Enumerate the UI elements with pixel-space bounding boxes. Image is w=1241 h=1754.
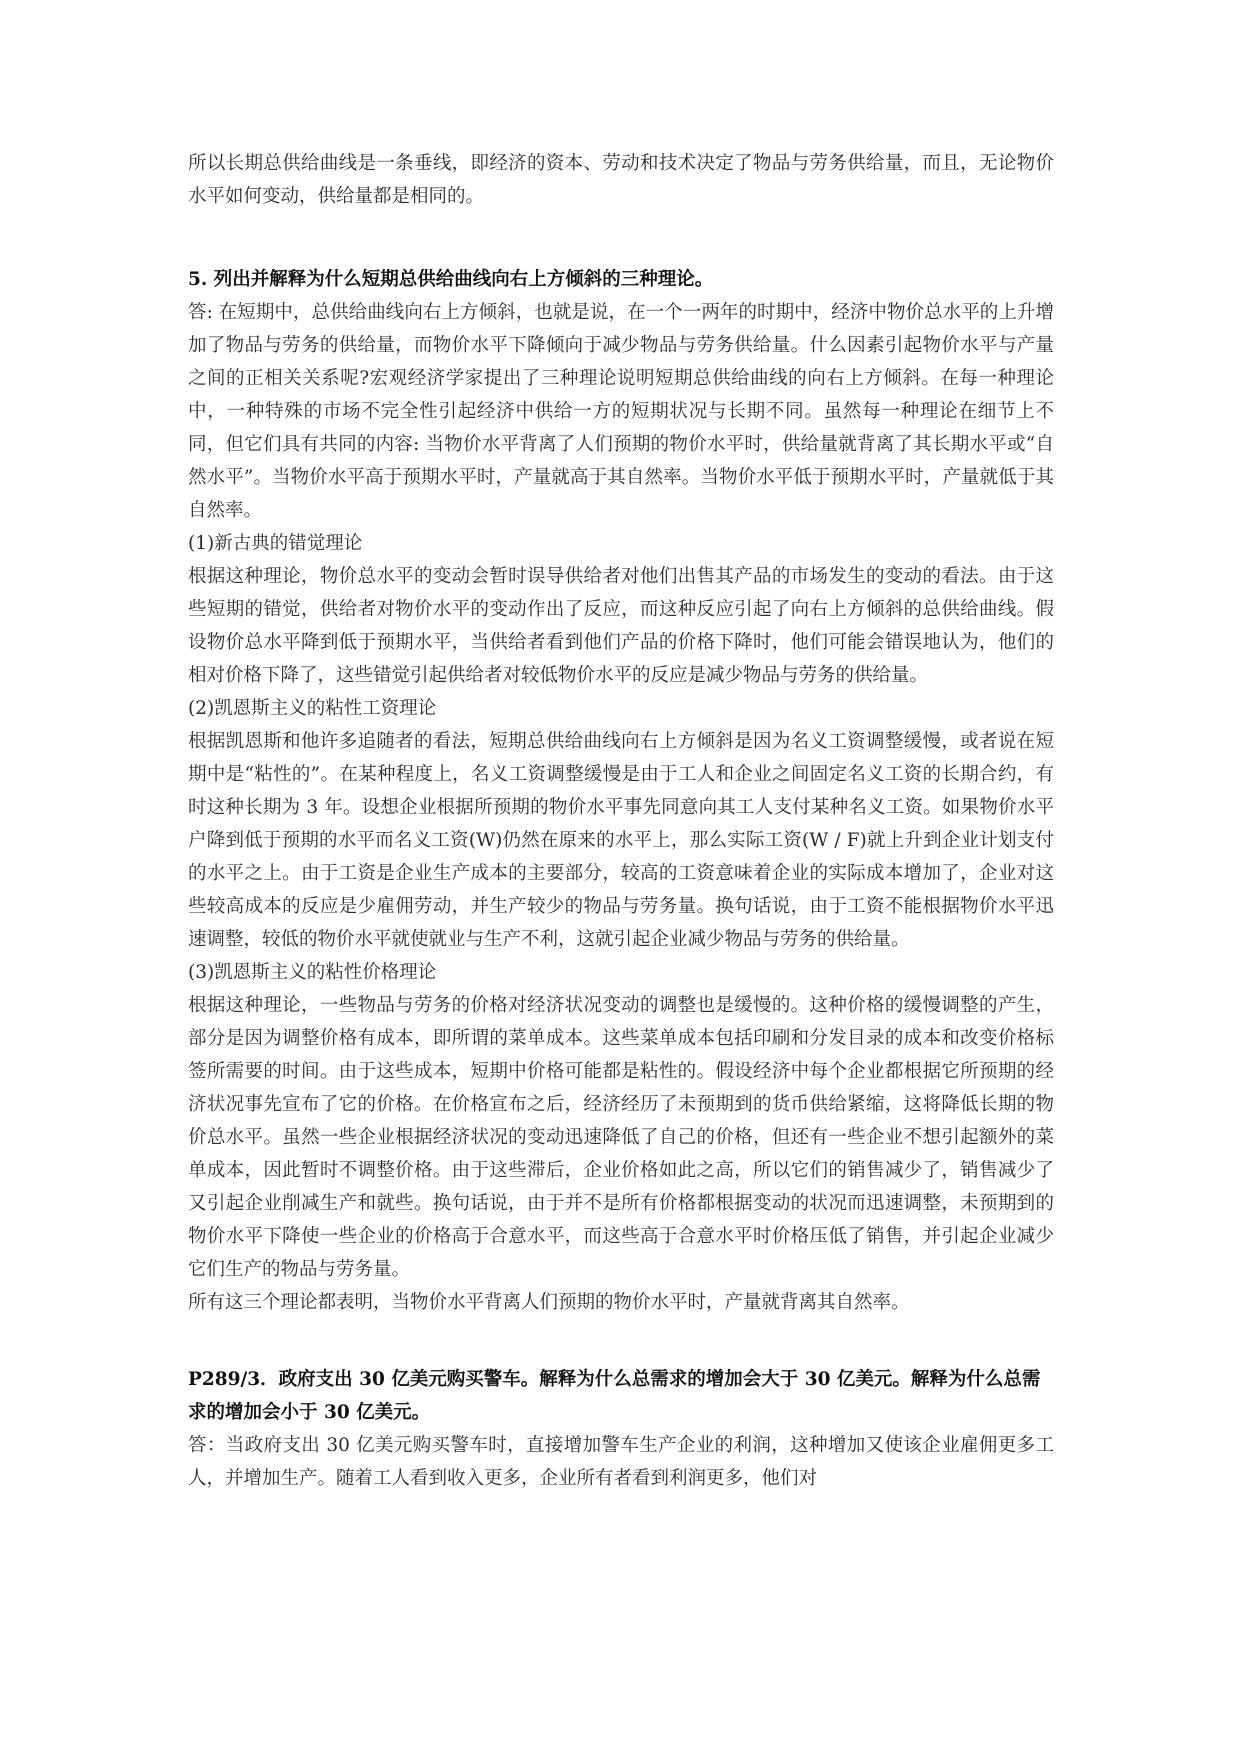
theory-1-text: 根据这种理论，物价总水平的变动会暂时误导供给者对他们出售其产品的市场发生的变动的看法。由于这些短期的错觉，供给者对物价水平的变动作出了反应，而这种反应引起了向右上方倾斜的总供给曲线。假设物价总水平降到低于预期水平，当供给者看到他们产品的价格下降时，他们可能会错误地认为，他们的相对价格下降了，这些错觉引起供给者对较低物价水平的反应是减少物品与劳务的供给量。 bbox=[188, 566, 1054, 686]
section-spacer bbox=[188, 1319, 1054, 1363]
theory-2-title: (2)凯恩斯主义的粘性工资理论 bbox=[188, 698, 437, 719]
theory-3-text: 根据这种理论，一些物品与劳务的价格对经济状况变动的调整也是缓慢的。这种价格的缓慢调整的产生，部分是因为调整价格有成本，即所谓的菜单成本。这些菜单成本包括印刷和分发目录的成本和改变价格标签所需要的时间。由于这些成本，短期中价格可能都是粘性的。假设经济中每个企业都根据它所预期的经济状况事先宣布了它的价格。在价格宣布之后，经济经历了未预期到的货币供给紧缩，这将降低长期的物价总水平。虽然一些企业根据经济状况的变动迅速降低了自己的价格，但还有一些企业不想引起额外的菜单成本，因此暂时不调整价格。由于这些滞后，企业价格如此之高，所以它们的销售减少了，销售减少了又引起企业削减生产和就些。换句话说，由于并不是所有价格都根据变动的状况而迅速调整，未预期到的物价水平下降使一些企业的价格高于合意水平，而这些高于合意水平时价格压低了销售，并引起企业减少它们生产的物品与劳务量。 bbox=[188, 995, 1054, 1280]
intro-paragraph: 所以长期总供给曲线是一条垂线，即经济的资本、劳动和技术决定了物品与劳务供给量，而且，无论物价水平如何变动，供给量都是相同的。 bbox=[188, 153, 1054, 207]
p289-question-heading: P289/3．政府支出 30 亿美元购买警车。解释为什么总需求的增加会大于 30 亿美元。解释为什么总需求的增加会小于 30 亿美元。 bbox=[188, 1369, 1041, 1423]
question-5-answer: 答: 在短期中，总供给曲线向右上方倾斜，也就是说，在一个一两年的时期中，经济中物价总水平的上升增加了物品与劳务的供给量，而物价水平下降倾向于减少物品与劳务供给量。什么因素引起物价水平与产量之间的正相关关系呢?宏观经济学家提出了三种理论说明短期总供给曲线的向右上方倾斜。在每一种理论中，一种特殊的市场不完全性引起经济中供给一方的短期状况与长期不同。虽然每一种理论在细节上不同，但它们具有共同的内容: 当物价水平背离了人们预期的物价水平时，供给量就背离了其长期水平或“自然水平”。当物价水平高于预期水平时，产量就高于其自然率。当物价水平低于预期水平时，产量就低于其自然率。 bbox=[188, 302, 1054, 521]
question-5-heading: 5. 列出并解释为什么短期总供给曲线向右上方倾斜的三种理论。 bbox=[188, 269, 714, 290]
p289-answer: 答：当政府支出 30 亿美元购买警车时，直接增加警车生产企业的利润，这种增加又使该企业雇佣更多工人，并增加生产。随着工人看到收入更多，企业所有者看到利润更多，他们对 bbox=[188, 1435, 1054, 1489]
section-spacer bbox=[188, 213, 1054, 263]
theory-1-title: (1)新古典的错觉理论 bbox=[188, 533, 363, 554]
theory-2-text: 根据凯恩斯和他许多追随者的看法，短期总供给曲线向右上方倾斜是因为名义工资调整缓慢，或者说在短期中是“粘性的”。在某种程度上，名义工资调整缓慢是由于工人和企业之间固定名义工资的长期合约，有时这种长期为 3 年。设想企业根据所预期的物价水平事先同意向其工人支付某种名义工资。如果物价水平户降到低于预期的水平而名义工资(W)仍然在原来的水平上，那么实际工资(W / F)就上升到企业计划支付的水平之上。由于工资是企业生产成本的主要部分，较高的工资意味着企业的实际成本增加了，企业对这些较高成本的反应是少雇佣劳动，并生产较少的物品与劳务量。换句话说，由于工资不能根据物价水平迅速调整，较低的物价水平就使就业与生产不利，这就引起企业减少物品与劳务的供给量。 bbox=[188, 731, 1054, 950]
theory-3-title: (3)凯恩斯主义的粘性价格理论 bbox=[188, 962, 437, 983]
conclusion-paragraph: 所有这三个理论都表明，当物价水平背离人们预期的物价水平时，产量就背离其自然率。 bbox=[188, 1292, 910, 1313]
document-body bbox=[188, 147, 1054, 1495]
